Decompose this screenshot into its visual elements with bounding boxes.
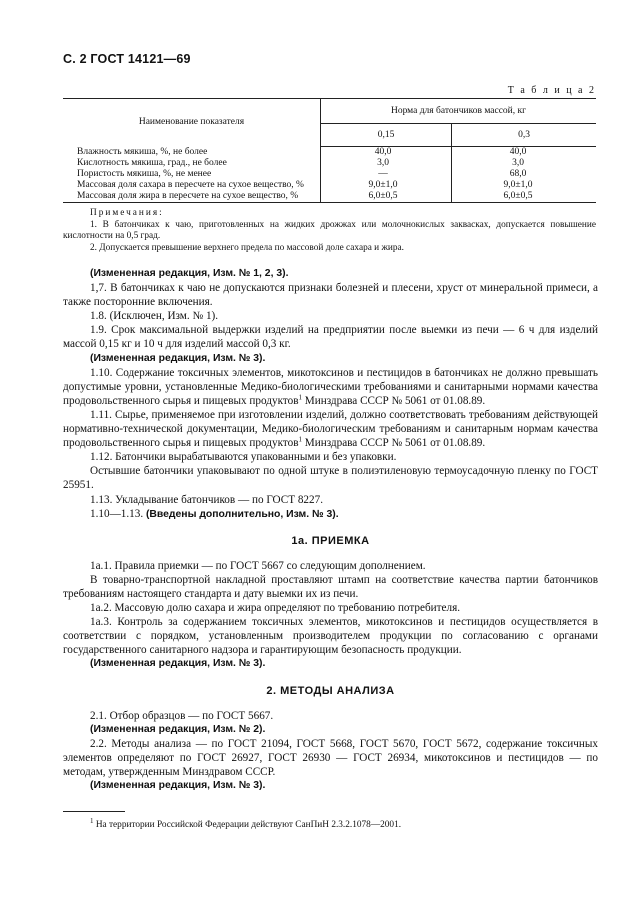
paragraph-text: Минздрава СССР № 5061 от 01.08.89. [301,437,486,450]
paragraph: 1а.3. Контроль за содержанием токсичных элементов, микотоксинов и пестицидов осуществляется в соответствии с порядком, установленным производителем продукции по согласованию с органами государственного санитарного надзора и гарантирующим безопасность продукции. [63,616,598,657]
paragraph: 1,7. В батончиках к чаю не допускаются признаки болезней и плесени, хруст от минеральной примеси, а также посторонние включения. [63,282,598,309]
paragraph: 1.12. Батончики вырабатываются упакованными и без упаковки. [90,451,397,464]
table-cell-value: 3,0 [512,158,524,168]
note-item: 1. В батончиках к чаю, приготовленных на жидких дрожжах или молочнокислых заквасках, допускается повышение кислотности на 0,5 град. [63,219,596,241]
table-cell-value: 40,0 [509,147,527,157]
paragraph: 1.9. Срок максимальной выдержки изделий на предприятии после выемки из печи — 6 ч для изделий массой 0,15 кг и 10 ч для изделий массой 0,3 кг. [63,324,598,351]
table-cell-value: 40,0 [321,147,452,159]
section-heading: 2. МЕТОДЫ АНАЛИЗА [266,684,395,697]
table-notes [63,208,596,254]
table-cell-name: Влажность мякиша, %, не более [63,147,321,159]
table-cell-value: 3,0 [321,158,452,169]
notes-title: Примечания: [90,208,164,218]
paragraph: 1а.2. Массовую долю сахара и жира определяют по требованию потребителя. [90,602,461,615]
footnote-divider [63,811,125,812]
table-cell-value: 9,0±1,0 [503,180,533,190]
table-header-norm: Норма для батончиков массой, кг [321,99,597,124]
paragraph: 2.1. Отбор образцов — по ГОСТ 5667. [90,709,274,722]
amendment-note: (Измененная редакция, Изм. № 2). [90,723,266,735]
amendment-note: (Введены дополнительно, Изм. № 3). [145,508,339,520]
footnote-ref: 1 [298,435,302,444]
table-cell-value: — [321,169,452,180]
table-row [63,158,596,169]
paragraph: Остывшие батончики упаковывают по одной штуке в полиэтиленовую термоусадочную пленку по ГОСТ 25951. [63,465,598,492]
indicators-table [63,98,596,203]
table-row [63,180,596,191]
paragraph [63,408,598,450]
table-cell-value: 9,0±1,0 [321,180,452,191]
table-header-name: Наименование показателя [63,99,321,147]
table-row [63,191,596,203]
table-cell-value: 6,0±0,5 [321,191,452,203]
paragraph: 1.13. Укладывание батончиков — по ГОСТ 8227. [90,493,324,506]
table-cell-name: Пористость мякиша, %, не менее [63,169,321,180]
table-cell-value: 6,0±0,5 [452,191,597,203]
amendment-note: (Измененная редакция, Изм. № 3). [90,780,266,792]
footnote-text: На территории Российской Федерации действуют СанПиН 2.3.2.1078—2001. [93,820,402,831]
page-header: С. 2 ГОСТ 14121—69 [63,52,191,66]
table-cell-value: 68,0 [509,169,527,179]
table-row [63,169,596,180]
table-cell-name: Массовая доля жира в пересчете на сухое вещество, % [63,191,321,203]
paragraph-text: 1.10. Содержание токсичных элементов, микотоксинов и пестицидов в батончиках не должно превышать допустимые уровни, установленные Медико-биологическими требованиями и санитарными нормами качества продовольственного сырья и пищевых продуктов [63,366,598,407]
footnote-ref: 1 [298,393,302,402]
document-body [63,267,598,793]
table-row [63,147,596,159]
paragraph-text: Минздрава СССР № 5061 от 01.08.89. [301,394,486,407]
table-subheader: 0,15 [321,124,452,147]
table-cell-name: Кислотность мякиша, град., не более [63,158,321,169]
paragraph-text: 1.11. Сырье, применяемое при изготовлении изделий, должно соответствовать требованиям действующей нормативно-технической документации, Медико-биологическим требованиям и санитарным нормам качества продовольственного сырья и пищевых продуктов [63,408,598,450]
amendment-note: (Измененная редакция, Изм. № 1, 2, 3). [90,268,289,279]
paragraph-text: 1.10—1.13. [90,507,146,520]
footnote-mark: 1 [90,817,94,825]
table-subheader: 0,3 [452,124,597,147]
table-caption: Т а б л и ц а 2 [507,85,596,96]
paragraph: 1а.1. Правила приемки — по ГОСТ 5667 со следующим дополнением. [90,559,426,572]
paragraph: В товарно-транспортной накладной проставляют штамп на соответствие качества партии батончиков требованиям настоящего стандарта и дату выемки их из печи. [63,573,598,600]
paragraph: 1.8. (Исключен, Изм. № 1). [90,310,219,323]
paragraph: 2.2. Методы анализа — по ГОСТ 21094, ГОСТ 5668, ГОСТ 5670, ГОСТ 5672, содержание токсичных элементов определяют по ГОСТ 26927, ГОСТ 26930 — ГОСТ 26934, микотоксинов и пестицидов — по методам, утвержденным Минздравом СССР. [63,737,598,778]
amendment-note: (Измененная редакция, Изм. № 3). [90,352,266,364]
note-item: 2. Допускается превышение верхнего предела по массовой доле сахара и жира. [90,242,404,253]
footnote [90,817,401,830]
amendment-note: (Измененная редакция, Изм. № 3). [90,658,266,670]
table-cell-name: Массовая доля сахара в пересчете на сухое вещество, % [63,180,321,191]
section-heading: 1а. ПРИЕМКА [291,534,370,547]
paragraph [63,366,598,408]
paragraph [63,507,598,522]
